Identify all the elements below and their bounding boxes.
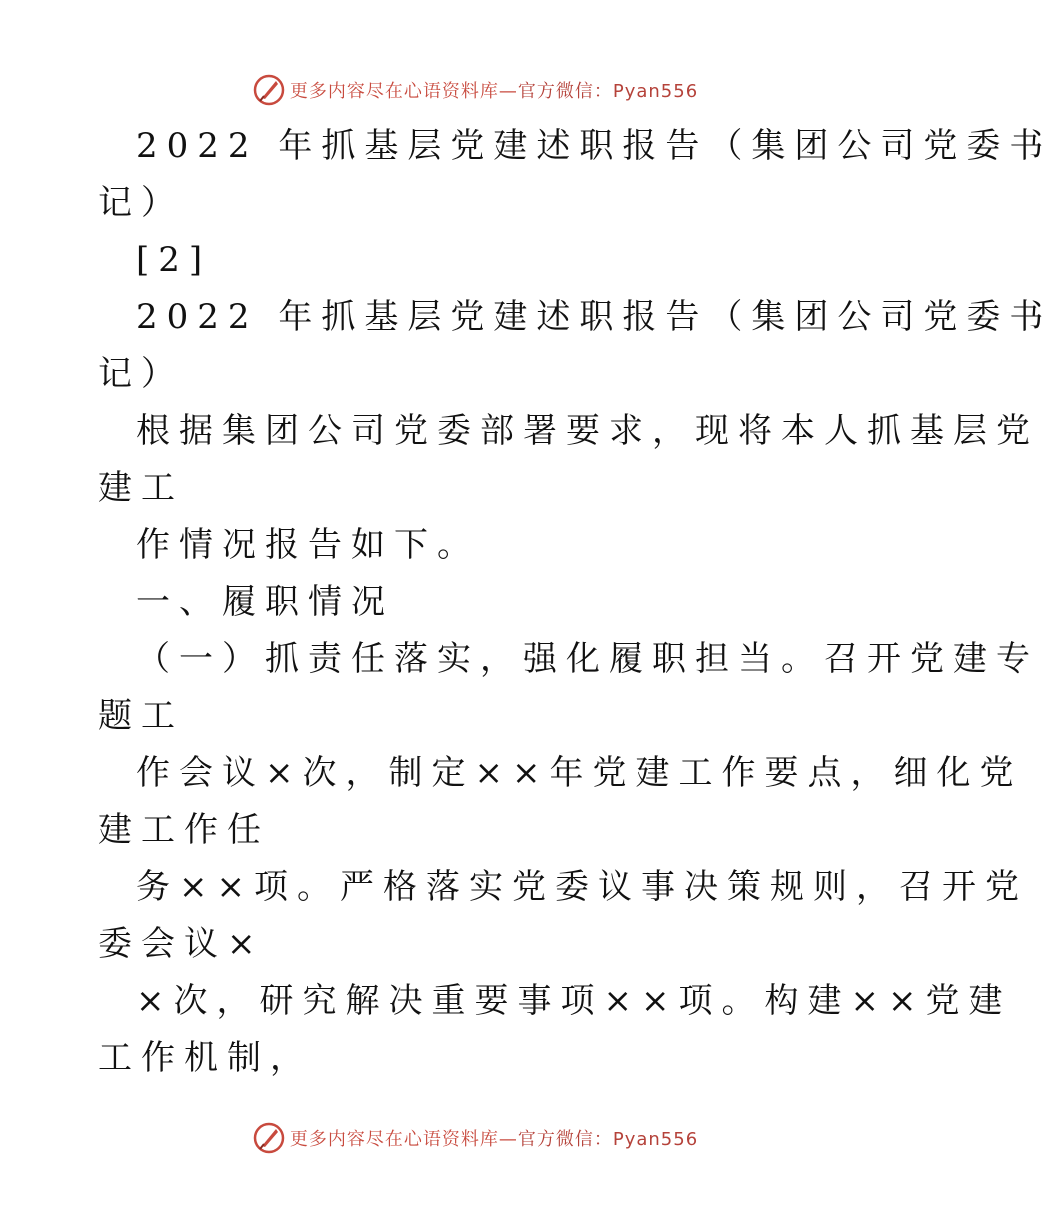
text-line: 2022 年抓基层党建述职报告（集团公司党委书: [136, 126, 1052, 166]
text-line: 建工作任: [98, 810, 270, 850]
banner-dash: —: [498, 1129, 518, 1150]
banner-wechat-label: 官方微信：: [517, 81, 613, 102]
banner-wechat-label: 官方微信：: [517, 1129, 613, 1150]
text-line: 2022 年抓基层党建述职报告（集团公司党委书: [136, 297, 1052, 337]
quill-logo-icon: [252, 73, 286, 107]
quill-logo-icon: [252, 1121, 286, 1155]
text-line: 作情况报告如下。: [136, 525, 480, 565]
banner-prefix: 更多内容尽在心语资料库: [289, 81, 499, 102]
text-line: （一）抓责任落实，强化履职担当。召开党建专: [136, 639, 1039, 679]
text-line: 工作机制，: [98, 1038, 313, 1078]
document-body: [98, 118, 1052, 1087]
text-line: 委会议×: [98, 924, 265, 964]
banner-prefix: 更多内容尽在心语资料库: [289, 1129, 499, 1150]
text-line: [2]: [136, 240, 212, 280]
banner-wechat-id: Pyan556: [612, 1129, 699, 1150]
text-line: 一、履职情况: [136, 582, 394, 622]
text-line: 务××项。严格落实党委议事决策规则，召开党: [136, 867, 1028, 907]
text-line: 作会议×次，制定××年党建工作要点，细化党: [136, 753, 1023, 793]
text-line: ×次，研究解决重要事项××项。构建××党建: [136, 981, 1012, 1021]
header-watermark-banner: [0, 70, 950, 110]
banner-wechat-id: Pyan556: [612, 81, 699, 102]
banner-dash: —: [498, 81, 518, 102]
text-line: 记）: [98, 183, 184, 223]
footer-watermark-banner: [0, 1118, 950, 1158]
text-line: 根据集团公司党委部署要求，现将本人抓基层党: [136, 411, 1039, 451]
text-line: 记）: [98, 354, 184, 394]
text-line: 题工: [98, 696, 184, 736]
text-line: 建工: [98, 468, 184, 508]
